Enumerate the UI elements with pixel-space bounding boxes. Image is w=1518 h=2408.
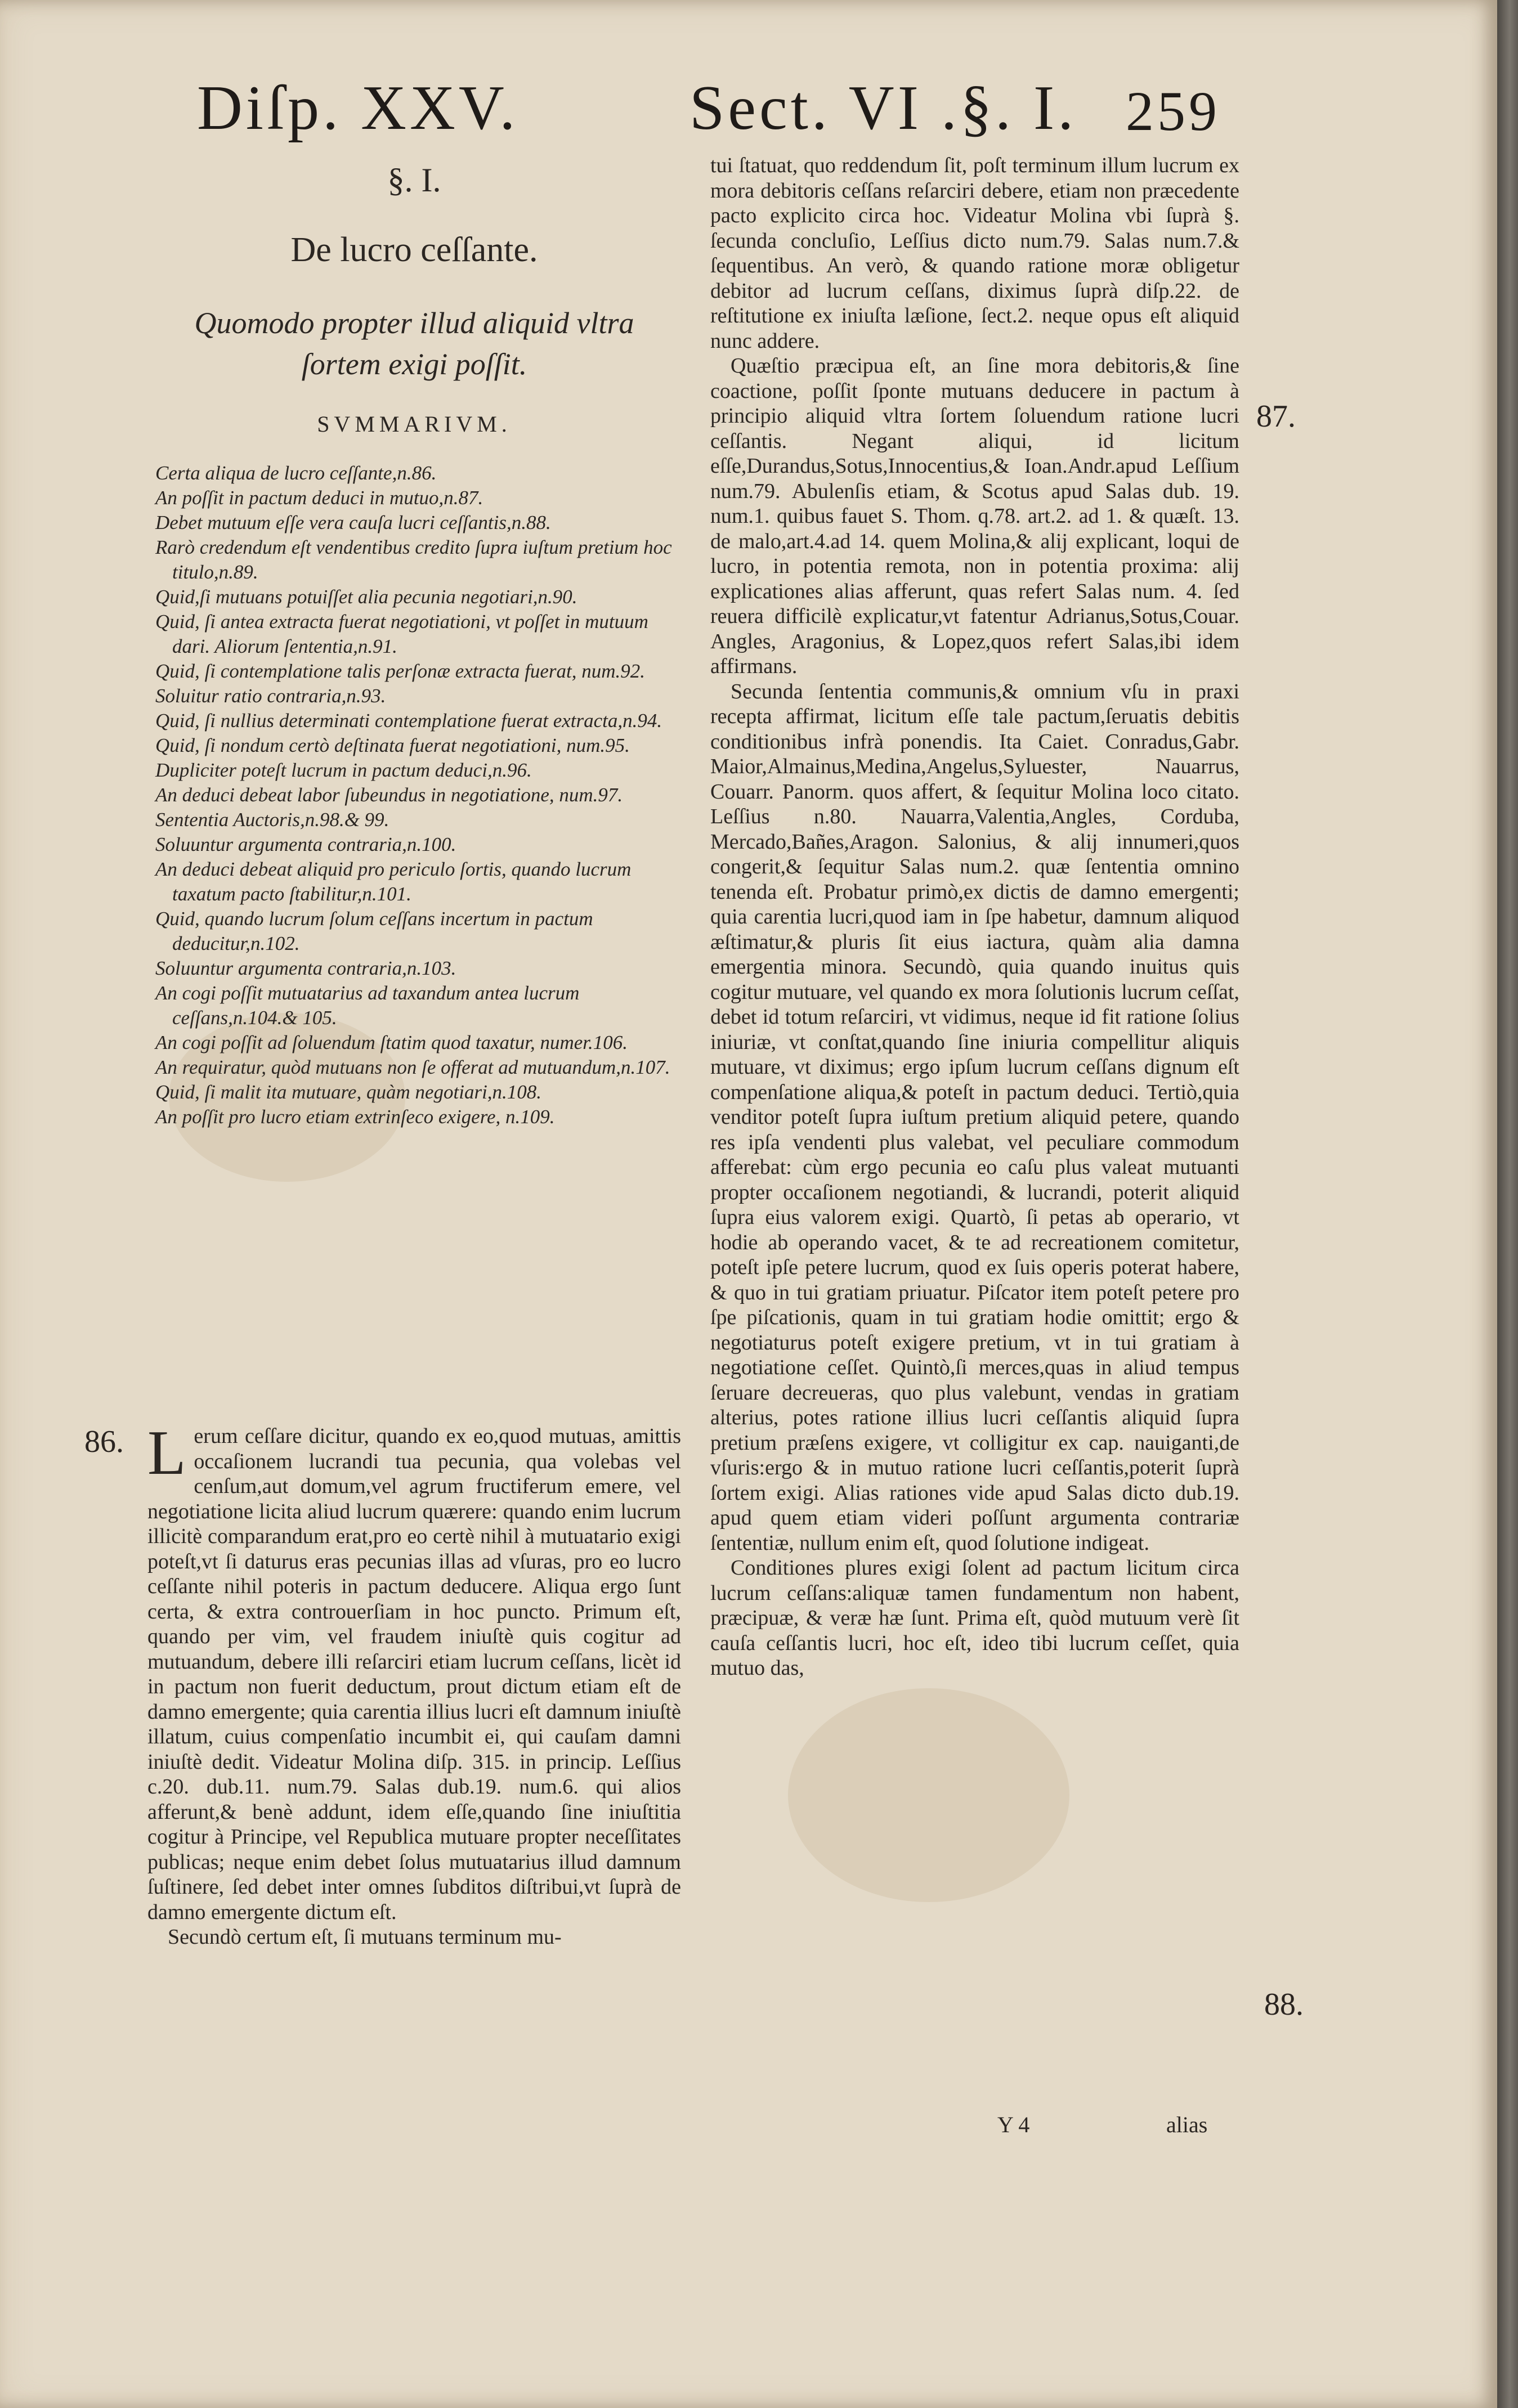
left-column-body bbox=[147, 1418, 681, 1950]
paragraph-87: Quæſtio præcipua eſt, an ſine mora debitoris,& ſine coactione, poſſit ſponte mutuans deducere in pactum à principio aliquid vltra ſortem ſoluendum ratione lucri ceſſantis. Negant aliqui, id licitum eſſe,Durandus,Sotus,Innocentius,& Ioan.Andr.apud Leſſium num.79. Abulenſis etiam, & Scotus apud Salas dub. 19. num.1. quibus fauet S. Thom. q.78. art.2. ad 1. & quæſt. 13. de malo,art.4.ad 14. quem Molina,& alij explicant, loqui de lucro, in potentia remota, non in potentia proxima: alij explicationes alias afferunt, quas refert Salas num. 4. ſed reuera difficilè explicatur,vt fatentur Adrianus,Sotus,Couar. Angles, Aragonius, & Lopez,quos refert Salas,ibi idem affirmans. bbox=[710, 354, 1239, 678]
running-head-disputation: Diſp. XXV. bbox=[197, 73, 519, 143]
summary-item: Quid, ſi antea extracta fuerat negotiationi, vt poſſet in mutuum dari. Aliorum ſententia,n.91. bbox=[155, 610, 648, 657]
summary-item: Quid, ſi nullius determinati contemplatione fuerat extracta,n.94. bbox=[155, 709, 662, 732]
paper-stain bbox=[788, 1688, 1069, 1902]
summary-item: Soluuntur argumenta contraria,n.103. bbox=[155, 957, 456, 979]
paragraph-88: Conditiones plures exigi ſolent ad pactum licitum circa lucrum ceſſans:aliquæ tamen fundamentum non habent, præcipuæ, & veræ hæ ſunt. Prima eſt, quòd mutuum verè ſit cauſa ceſſantis lucri, hoc eſt, ideo tibi lucrum ceſſet, quia mutuo das, bbox=[710, 1556, 1239, 1680]
summary-item: An cogi poſſit mutuatarius ad taxandum antea lucrum ceſſans,n.104.& 105. bbox=[155, 981, 580, 1029]
section-mark: §. I. bbox=[387, 162, 441, 199]
summary-list bbox=[155, 461, 681, 1129]
left-column-top bbox=[147, 152, 681, 1129]
running-head-section: Sect. VI .§. I. bbox=[689, 73, 1077, 143]
page-edge bbox=[1497, 0, 1518, 2408]
summary-item: Quid, ſi contemplatione talis perſonæ extracta fuerat, num.92. bbox=[155, 660, 646, 682]
margin-number-88: 88. bbox=[1264, 1987, 1304, 2022]
summary-item: An poſſit in pactum deduci in mutuo,n.87. bbox=[155, 486, 483, 509]
paragraph-second-opinion: Secunda ſententia communis,& omnium vſu in praxi recepta affirmat, licitum eſſe tale pactum,ſeruatis debitis conditionibus infrà ponendis. Ita Caiet. Conradus,Gabr. Maior,Almainus,Medina,Angelus,Syluester, Nauarrus, Couarr. Panorm. quos affert, & ſequitur Molina loco citato. Leſſius n.80. Nauarra,Valentia,Angles, Corduba, Mercado,Bañes,Aragon. Salonius, & alij innumeri,quos congerit,& ſequitur Salas num.2. quæ ſententia omnino tenenda eſt. Probatur primò,ex dictis de damno emergenti; quia carentia lucri,quod iam in ſpe habetur, damnum aliquod æſtimatur,& pluris ſit eius iactura, quàm alia damna emergentia minora. Secundò, quia quando inuitus quis cogitur mutuare, vel quando ex mora ſolutionis lucrum ceſſat, debet id totum reſarciri, vt vidimus, neque id fit ratione ſolius iniuriæ, vt conſtat,quando ſine iniuria compellitur aliquis mutuare, vt diximus; ergo ipſum lucrum ceſſans dignum eſt compenſatione aliqua,& poteſt in pactum deduci. Tertiò,quia venditor poteſt ſupra iuſtum pretium aliquid petere, quando res ipſa vendenti plus valebat, vel peculiare commodum afferebat: cùm ergo pecunia eo caſu plus valeat mutuanti propter occaſionem negotiandi, & lucrandi, poterit aliquid ſupra eius valorem exigi. Quartò, ſi petas ab operario, vt hodie ab operando vacet, & te ad recreationem comitetur, poteſt ipſe petere lucrum, quod ex ſuis operis poterat habere, & quo in tui gratiam priuatur. Piſcator item poteſt petere pro ſpe piſcationis, quam in tui gratiam hodie omittit; ergo & negotiaturus poteſt exigere pretium, vt in tui gratiam à negotiatione ceſſet. Quintò,ſi merces,quas in aliud tempus ſeruare decreueras, quo plus valebunt, vendas in gratiam alterius, potes ratione illius lucri ceſſantis aliquid ſupra pretium præſens exigere, vt colligitur ex cap. nauiganti,de vſuris:ergo & in mutuo ratione lucri ceſſantis,poterit ſuprà ſortem exigi. Alias rationes vide apud Salas dicto dub.19. apud quem etiam videri poſſunt argumenta contrariæ ſententiæ, nullum enim eſt, quod ſolutione indigeat. bbox=[710, 679, 1239, 1555]
paragraph-86 bbox=[147, 1418, 681, 1925]
signature-mark: Y 4 bbox=[997, 2112, 1030, 2137]
summary-item: Sententia Auctoris,n.98.& 99. bbox=[155, 808, 389, 831]
summary-item: Quid, quando lucrum ſolum ceſſans incertum in pactum deducitur,n.102. bbox=[155, 907, 593, 954]
summary-item: An deduci debeat aliquid pro periculo ſortis, quando lucrum taxatum pacto ſtabilitur,n.101. bbox=[155, 858, 632, 905]
summary-item: Debet mutuum eſſe vera cauſa lucri ceſſantis,n.88. bbox=[155, 511, 551, 533]
summary-item: Quid,ſi mutuans potuiſſet alia pecunia negotiari,n.90. bbox=[155, 585, 577, 608]
summary-item: Quid, ſi malit ita mutuare, quàm negotiari,n.108. bbox=[155, 1080, 542, 1103]
drop-capital: L bbox=[147, 1418, 186, 1488]
summary-item: An cogi poſſit ad ſoluendum ſtatim quod taxatur, numer.106. bbox=[155, 1031, 628, 1053]
section-title: De lucro ceſſante. bbox=[290, 231, 538, 269]
paragraph-second-certain: Secundò certum eſt, ſi mutuans terminum mu- bbox=[168, 1925, 562, 1949]
summary-item: Dupliciter poteſt lucrum in pactum deduci,n.96. bbox=[155, 759, 532, 781]
paragraph-continued: tui ſtatuat, quo reddendum ſit, poſt terminum illum lucrum ex mora debitoris ceſſans reſarciri debere, etiam non præcedente pacto explicito circa hoc. Videatur Molina vbi ſuprà §. ſecunda concluſio, Leſſius dicto num.79. Salas num.7.& ſequentibus. An verò, & quando ratione moræ obligetur debitor ad lucrum ceſſans, diximus ſuprà diſp.22. de reſtitutione ex iniuſta læſione, ſect.2. neque opus eſt aliquid nunc addere. bbox=[710, 154, 1239, 353]
page-number: 259 bbox=[1126, 80, 1220, 142]
summary-item: Soluitur ratio contraria,n.93. bbox=[155, 684, 386, 707]
paragraph-86-text: erum ceſſare dicitur, quando ex eo,quod mutuas, amittis occaſionem lucrandi tua pecunia, qua volebas vel cenſum,aut domum,vel agrum fructiferum emere, vel negotiatione licita aliud lucrum quærere: quando enim lucrum illicitè comparandum erat,pro eo certè nihil à mutuatario exigi poteſt,vt ſi daturus eras pecunias illas ad vſuras, pro eo lucro ceſſante nihil poteris in pactum deducere. Aliqua ergo ſunt certa, & extra controuerſiam in hoc puncto. Primum eſt, quando per vim, vel fraudem iniuſtè quis cogitur ad mutuandum, debere illi reſarciri etiam lucrum ceſſans, licèt id in pactum non fuerit deductum, prout dictum etiam eſt de damno emergente; quia carentia illius lucri eſt damnum iniuſtè illatum, cuius compenſatio incumbit ei, qui cauſam damni iniuſtè dedit. Videatur Molina diſp. 315. in princip. Leſſius c.20. dub.11. num.79. Salas dub.19. num.6. qui alios afferunt,& benè addunt, idem eſſe,quando ſine iniuſtitia cogitur à Principe, vel Republica mutuare propter neceſſitates publicas; neque enim debet ſolus mutuatarius illud damnum ſuſtinere, ſed debet inter omnes ſubditos diſtribui,vt ſuprà de damno emergente dictum eſt. bbox=[147, 1424, 681, 1924]
catchword: alias bbox=[1166, 2112, 1208, 2137]
summary-item: Certa aliqua de lucro ceſſante,n.86. bbox=[155, 461, 437, 484]
margin-number-86: 86. bbox=[84, 1424, 124, 1459]
summary-item: An deduci debeat labor ſubeundus in negotiatione, num.97. bbox=[155, 783, 623, 806]
summary-item: Quid, ſi nondum certò deſtinata fuerat negotiationi, num.95. bbox=[155, 734, 630, 756]
summary-heading: SVMMARIVM. bbox=[317, 411, 512, 437]
summary-item: Soluuntur argumenta contraria,n.100. bbox=[155, 833, 456, 855]
summary-item: An poſſit pro lucro etiam extrinſeco exigere, n.109. bbox=[155, 1105, 555, 1128]
summary-item: Rarò credendum eſt vendentibus credito ſupra iuſtum pretium hoc titulo,n.89. bbox=[155, 536, 672, 583]
summary-item: An requiratur, quòd mutuans non ſe offerat ad mutuandum,n.107. bbox=[155, 1056, 670, 1078]
right-column-body bbox=[710, 153, 1239, 1681]
section-subtitle: Quomodo propter illud aliquid vltra ſortem exigi poſſit. bbox=[194, 306, 634, 381]
margin-number-87: 87. bbox=[1256, 399, 1296, 434]
